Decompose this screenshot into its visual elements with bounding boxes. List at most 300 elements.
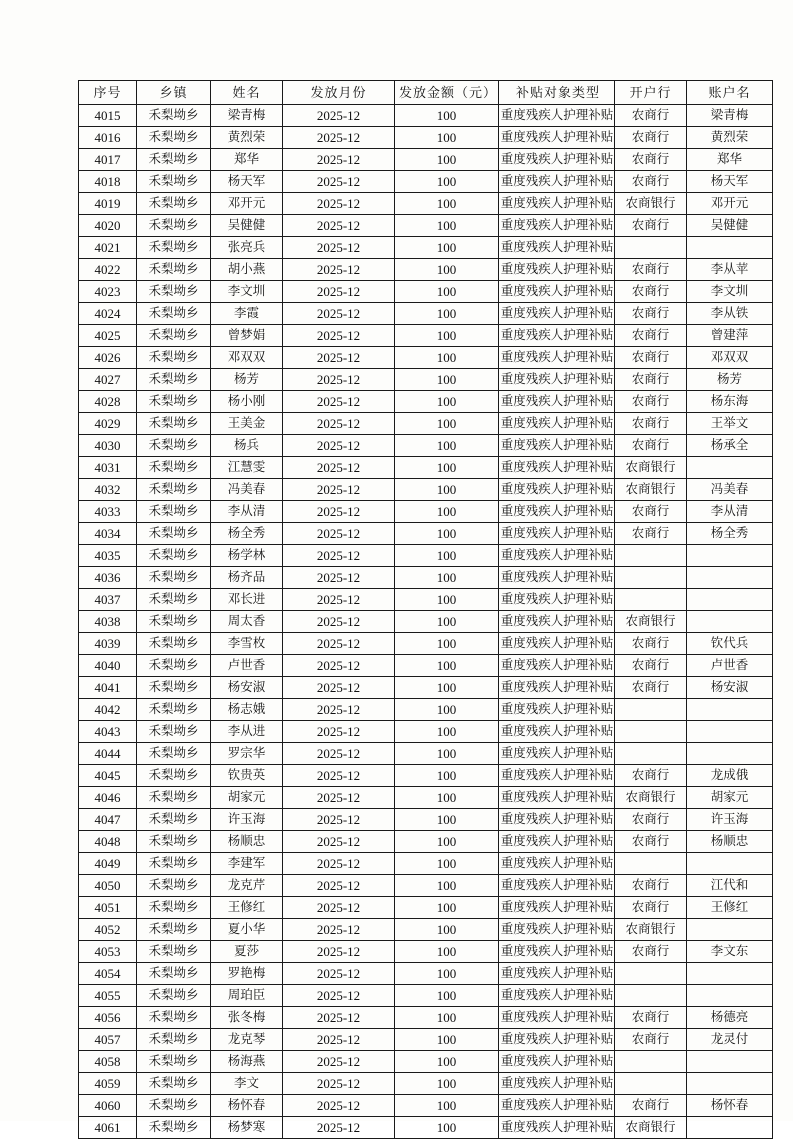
table-row	[79, 1051, 773, 1073]
table-row	[79, 699, 773, 721]
cell-account-name: 胡家元	[687, 787, 773, 809]
cell-amount: 100	[395, 457, 499, 479]
cell-index: 4061	[79, 1117, 137, 1139]
cell-town: 禾梨坳乡	[137, 611, 211, 633]
cell-amount: 100	[395, 655, 499, 677]
cell-subsidy-type: 重度残疾人护理补贴	[499, 413, 615, 435]
cell-bank: 农商行	[615, 1095, 687, 1117]
cell-account-name	[687, 457, 773, 479]
column-header-index: 序号	[79, 81, 137, 105]
cell-subsidy-type: 重度残疾人护理补贴	[499, 809, 615, 831]
cell-amount: 100	[395, 1095, 499, 1117]
table-row	[79, 259, 773, 281]
cell-month: 2025-12	[283, 171, 395, 193]
cell-amount: 100	[395, 721, 499, 743]
cell-name: 周太香	[211, 611, 283, 633]
cell-amount: 100	[395, 1117, 499, 1139]
cell-month: 2025-12	[283, 501, 395, 523]
cell-month: 2025-12	[283, 1051, 395, 1073]
cell-bank: 农商行	[615, 677, 687, 699]
cell-account-name: 江代和	[687, 875, 773, 897]
cell-town: 禾梨坳乡	[137, 237, 211, 259]
cell-subsidy-type: 重度残疾人护理补贴	[499, 171, 615, 193]
cell-subsidy-type: 重度残疾人护理补贴	[499, 193, 615, 215]
cell-index: 4038	[79, 611, 137, 633]
cell-amount: 100	[395, 985, 499, 1007]
cell-amount: 100	[395, 853, 499, 875]
table-row	[79, 149, 773, 171]
cell-month: 2025-12	[283, 941, 395, 963]
cell-bank	[615, 589, 687, 611]
cell-amount: 100	[395, 1051, 499, 1073]
cell-bank	[615, 567, 687, 589]
cell-account-name: 李从苹	[687, 259, 773, 281]
cell-subsidy-type: 重度残疾人护理补贴	[499, 699, 615, 721]
cell-amount: 100	[395, 567, 499, 589]
cell-amount: 100	[395, 127, 499, 149]
cell-town: 禾梨坳乡	[137, 1095, 211, 1117]
cell-town: 禾梨坳乡	[137, 413, 211, 435]
cell-month: 2025-12	[283, 985, 395, 1007]
cell-month: 2025-12	[283, 567, 395, 589]
cell-town: 禾梨坳乡	[137, 567, 211, 589]
cell-month: 2025-12	[283, 281, 395, 303]
cell-index: 4046	[79, 787, 137, 809]
table-row	[79, 743, 773, 765]
cell-subsidy-type: 重度残疾人护理补贴	[499, 1029, 615, 1051]
cell-bank: 农商行	[615, 127, 687, 149]
cell-subsidy-type: 重度残疾人护理补贴	[499, 281, 615, 303]
cell-subsidy-type: 重度残疾人护理补贴	[499, 391, 615, 413]
cell-amount: 100	[395, 523, 499, 545]
cell-amount: 100	[395, 413, 499, 435]
cell-amount: 100	[395, 171, 499, 193]
cell-town: 禾梨坳乡	[137, 743, 211, 765]
cell-account-name: 杨安淑	[687, 677, 773, 699]
cell-town: 禾梨坳乡	[137, 1029, 211, 1051]
cell-town: 禾梨坳乡	[137, 655, 211, 677]
cell-amount: 100	[395, 787, 499, 809]
cell-name: 冯美春	[211, 479, 283, 501]
cell-month: 2025-12	[283, 325, 395, 347]
cell-subsidy-type: 重度残疾人护理补贴	[499, 919, 615, 941]
cell-index: 4044	[79, 743, 137, 765]
cell-bank: 农商行	[615, 1029, 687, 1051]
cell-index: 4040	[79, 655, 137, 677]
cell-name: 罗艳梅	[211, 963, 283, 985]
table-row	[79, 1073, 773, 1095]
cell-town: 禾梨坳乡	[137, 897, 211, 919]
cell-amount: 100	[395, 149, 499, 171]
cell-town: 禾梨坳乡	[137, 347, 211, 369]
cell-account-name: 王修红	[687, 897, 773, 919]
cell-bank: 农商行	[615, 391, 687, 413]
cell-town: 禾梨坳乡	[137, 919, 211, 941]
cell-month: 2025-12	[283, 193, 395, 215]
cell-subsidy-type: 重度残疾人护理补贴	[499, 1051, 615, 1073]
cell-amount: 100	[395, 765, 499, 787]
cell-bank: 农商行	[615, 105, 687, 127]
cell-subsidy-type: 重度残疾人护理补贴	[499, 787, 615, 809]
cell-bank: 农商行	[615, 435, 687, 457]
cell-name: 杨安淑	[211, 677, 283, 699]
table-row	[79, 545, 773, 567]
cell-name: 杨梦寒	[211, 1117, 283, 1139]
cell-subsidy-type: 重度残疾人护理补贴	[499, 655, 615, 677]
table-row	[79, 1095, 773, 1117]
cell-index: 4039	[79, 633, 137, 655]
cell-index: 4016	[79, 127, 137, 149]
table-row	[79, 589, 773, 611]
cell-month: 2025-12	[283, 1073, 395, 1095]
cell-name: 李文圳	[211, 281, 283, 303]
cell-amount: 100	[395, 809, 499, 831]
cell-bank: 农商行	[615, 655, 687, 677]
cell-name: 杨学林	[211, 545, 283, 567]
table-row	[79, 985, 773, 1007]
cell-month: 2025-12	[283, 1029, 395, 1051]
cell-bank: 农商行	[615, 809, 687, 831]
column-header-name: 姓名	[211, 81, 283, 105]
cell-index: 4058	[79, 1051, 137, 1073]
cell-index: 4020	[79, 215, 137, 237]
cell-account-name	[687, 963, 773, 985]
cell-index: 4023	[79, 281, 137, 303]
cell-account-name: 钦代兵	[687, 633, 773, 655]
cell-town: 禾梨坳乡	[137, 831, 211, 853]
cell-month: 2025-12	[283, 435, 395, 457]
cell-town: 禾梨坳乡	[137, 853, 211, 875]
cell-index: 4029	[79, 413, 137, 435]
cell-index: 4033	[79, 501, 137, 523]
table-row	[79, 303, 773, 325]
cell-town: 禾梨坳乡	[137, 391, 211, 413]
cell-index: 4059	[79, 1073, 137, 1095]
cell-name: 罗宗华	[211, 743, 283, 765]
cell-bank: 农商行	[615, 1007, 687, 1029]
cell-account-name	[687, 985, 773, 1007]
cell-month: 2025-12	[283, 963, 395, 985]
cell-bank: 农商行	[615, 523, 687, 545]
cell-month: 2025-12	[283, 699, 395, 721]
cell-index: 4043	[79, 721, 137, 743]
table-row	[79, 1117, 773, 1139]
cell-index: 4034	[79, 523, 137, 545]
cell-month: 2025-12	[283, 457, 395, 479]
cell-bank: 农商行	[615, 215, 687, 237]
table-body	[79, 105, 773, 1139]
cell-subsidy-type: 重度残疾人护理补贴	[499, 215, 615, 237]
cell-name: 胡小燕	[211, 259, 283, 281]
cell-bank: 农商行	[615, 501, 687, 523]
cell-town: 禾梨坳乡	[137, 787, 211, 809]
cell-amount: 100	[395, 1073, 499, 1095]
cell-bank: 农商行	[615, 281, 687, 303]
cell-account-name	[687, 545, 773, 567]
cell-bank	[615, 743, 687, 765]
cell-month: 2025-12	[283, 787, 395, 809]
cell-name: 杨顺忠	[211, 831, 283, 853]
cell-month: 2025-12	[283, 809, 395, 831]
subsidy-table	[78, 80, 773, 1139]
table-row	[79, 347, 773, 369]
cell-account-name: 邓开元	[687, 193, 773, 215]
cell-amount: 100	[395, 325, 499, 347]
cell-account-name: 杨全秀	[687, 523, 773, 545]
cell-account-name: 杨天军	[687, 171, 773, 193]
table-row	[79, 919, 773, 941]
cell-bank: 农商行	[615, 633, 687, 655]
cell-account-name	[687, 1117, 773, 1139]
table-header	[79, 81, 773, 105]
cell-index: 4054	[79, 963, 137, 985]
cell-name: 杨海燕	[211, 1051, 283, 1073]
cell-account-name	[687, 919, 773, 941]
cell-town: 禾梨坳乡	[137, 1073, 211, 1095]
cell-bank	[615, 721, 687, 743]
cell-bank	[615, 1051, 687, 1073]
cell-subsidy-type: 重度残疾人护理补贴	[499, 347, 615, 369]
cell-town: 禾梨坳乡	[137, 215, 211, 237]
table-row	[79, 963, 773, 985]
cell-name: 邓双双	[211, 347, 283, 369]
cell-index: 4019	[79, 193, 137, 215]
cell-bank: 农商行	[615, 347, 687, 369]
cell-name: 张冬梅	[211, 1007, 283, 1029]
column-header-account: 账户名	[687, 81, 773, 105]
cell-name: 郑华	[211, 149, 283, 171]
cell-amount: 100	[395, 589, 499, 611]
cell-subsidy-type: 重度残疾人护理补贴	[499, 369, 615, 391]
cell-name: 王修红	[211, 897, 283, 919]
cell-town: 禾梨坳乡	[137, 677, 211, 699]
cell-name: 邓长进	[211, 589, 283, 611]
cell-account-name	[687, 1073, 773, 1095]
cell-town: 禾梨坳乡	[137, 457, 211, 479]
cell-town: 禾梨坳乡	[137, 1117, 211, 1139]
cell-name: 邓开元	[211, 193, 283, 215]
table-row	[79, 677, 773, 699]
cell-account-name: 龙灵付	[687, 1029, 773, 1051]
table-row	[79, 831, 773, 853]
cell-name: 吴健健	[211, 215, 283, 237]
cell-account-name: 李文圳	[687, 281, 773, 303]
column-header-subsidy-type: 补贴对象类型	[499, 81, 615, 105]
cell-amount: 100	[395, 677, 499, 699]
cell-index: 4031	[79, 457, 137, 479]
cell-bank: 农商银行	[615, 919, 687, 941]
column-header-bank: 开户行	[615, 81, 687, 105]
cell-subsidy-type: 重度残疾人护理补贴	[499, 677, 615, 699]
table-row	[79, 875, 773, 897]
cell-subsidy-type: 重度残疾人护理补贴	[499, 875, 615, 897]
table-row	[79, 391, 773, 413]
cell-name: 杨怀春	[211, 1095, 283, 1117]
cell-amount: 100	[395, 545, 499, 567]
cell-account-name: 梁青梅	[687, 105, 773, 127]
cell-town: 禾梨坳乡	[137, 875, 211, 897]
cell-month: 2025-12	[283, 303, 395, 325]
table-row	[79, 369, 773, 391]
cell-subsidy-type: 重度残疾人护理补贴	[499, 1117, 615, 1139]
cell-subsidy-type: 重度残疾人护理补贴	[499, 545, 615, 567]
cell-bank: 农商银行	[615, 457, 687, 479]
cell-bank	[615, 853, 687, 875]
cell-month: 2025-12	[283, 1117, 395, 1139]
cell-bank: 农商行	[615, 875, 687, 897]
table-row	[79, 1007, 773, 1029]
cell-subsidy-type: 重度残疾人护理补贴	[499, 435, 615, 457]
cell-bank: 农商银行	[615, 1117, 687, 1139]
cell-month: 2025-12	[283, 413, 395, 435]
cell-month: 2025-12	[283, 523, 395, 545]
cell-name: 李雪枚	[211, 633, 283, 655]
cell-name: 许玉海	[211, 809, 283, 831]
cell-month: 2025-12	[283, 369, 395, 391]
cell-month: 2025-12	[283, 677, 395, 699]
cell-month: 2025-12	[283, 215, 395, 237]
cell-month: 2025-12	[283, 611, 395, 633]
table-row	[79, 215, 773, 237]
table-row	[79, 237, 773, 259]
cell-index: 4036	[79, 567, 137, 589]
cell-index: 4047	[79, 809, 137, 831]
cell-subsidy-type: 重度残疾人护理补贴	[499, 149, 615, 171]
cell-subsidy-type: 重度残疾人护理补贴	[499, 743, 615, 765]
cell-index: 4041	[79, 677, 137, 699]
table-row	[79, 1029, 773, 1051]
cell-account-name: 李文东	[687, 941, 773, 963]
table-row	[79, 105, 773, 127]
cell-bank	[615, 963, 687, 985]
cell-month: 2025-12	[283, 347, 395, 369]
cell-account-name: 郑华	[687, 149, 773, 171]
cell-account-name: 卢世香	[687, 655, 773, 677]
cell-amount: 100	[395, 611, 499, 633]
table-row	[79, 633, 773, 655]
table-row	[79, 127, 773, 149]
cell-bank: 农商行	[615, 149, 687, 171]
cell-account-name: 杨怀春	[687, 1095, 773, 1117]
cell-index: 4042	[79, 699, 137, 721]
cell-town: 禾梨坳乡	[137, 589, 211, 611]
cell-subsidy-type: 重度残疾人护理补贴	[499, 1073, 615, 1095]
cell-month: 2025-12	[283, 1007, 395, 1029]
cell-subsidy-type: 重度残疾人护理补贴	[499, 831, 615, 853]
cell-name: 王美金	[211, 413, 283, 435]
cell-account-name	[687, 721, 773, 743]
cell-subsidy-type: 重度残疾人护理补贴	[499, 897, 615, 919]
cell-account-name: 王举文	[687, 413, 773, 435]
cell-account-name: 杨顺忠	[687, 831, 773, 853]
table-row	[79, 765, 773, 787]
column-header-amount: 发放金额（元）	[395, 81, 499, 105]
cell-bank: 农商行	[615, 325, 687, 347]
table-row	[79, 941, 773, 963]
cell-name: 周珀臣	[211, 985, 283, 1007]
cell-town: 禾梨坳乡	[137, 171, 211, 193]
cell-month: 2025-12	[283, 391, 395, 413]
cell-subsidy-type: 重度残疾人护理补贴	[499, 523, 615, 545]
cell-bank: 农商行	[615, 259, 687, 281]
cell-town: 禾梨坳乡	[137, 479, 211, 501]
cell-amount: 100	[395, 1007, 499, 1029]
cell-subsidy-type: 重度残疾人护理补贴	[499, 611, 615, 633]
table-row	[79, 501, 773, 523]
cell-index: 4025	[79, 325, 137, 347]
cell-town: 禾梨坳乡	[137, 435, 211, 457]
cell-account-name: 冯美春	[687, 479, 773, 501]
table-row	[79, 523, 773, 545]
cell-name: 梁青梅	[211, 105, 283, 127]
cell-name: 杨芳	[211, 369, 283, 391]
cell-account-name: 杨承全	[687, 435, 773, 457]
cell-bank: 农商行	[615, 303, 687, 325]
cell-account-name	[687, 237, 773, 259]
cell-month: 2025-12	[283, 853, 395, 875]
cell-bank	[615, 1073, 687, 1095]
cell-index: 4032	[79, 479, 137, 501]
subsidy-table-container	[78, 80, 751, 1139]
cell-subsidy-type: 重度残疾人护理补贴	[499, 105, 615, 127]
cell-account-name	[687, 567, 773, 589]
cell-subsidy-type: 重度残疾人护理补贴	[499, 303, 615, 325]
cell-name: 夏莎	[211, 941, 283, 963]
cell-subsidy-type: 重度残疾人护理补贴	[499, 721, 615, 743]
cell-town: 禾梨坳乡	[137, 105, 211, 127]
cell-index: 4017	[79, 149, 137, 171]
cell-account-name: 杨芳	[687, 369, 773, 391]
table-row	[79, 567, 773, 589]
cell-index: 4050	[79, 875, 137, 897]
cell-name: 张亮兵	[211, 237, 283, 259]
cell-name: 李文	[211, 1073, 283, 1095]
cell-town: 禾梨坳乡	[137, 325, 211, 347]
cell-bank: 农商行	[615, 413, 687, 435]
cell-town: 禾梨坳乡	[137, 721, 211, 743]
cell-bank	[615, 545, 687, 567]
column-header-town: 乡镇	[137, 81, 211, 105]
cell-amount: 100	[395, 501, 499, 523]
cell-month: 2025-12	[283, 875, 395, 897]
table-row	[79, 435, 773, 457]
cell-name: 曾梦娟	[211, 325, 283, 347]
cell-month: 2025-12	[283, 105, 395, 127]
cell-amount: 100	[395, 699, 499, 721]
cell-bank: 农商银行	[615, 479, 687, 501]
cell-index: 4055	[79, 985, 137, 1007]
cell-amount: 100	[395, 347, 499, 369]
cell-month: 2025-12	[283, 545, 395, 567]
cell-subsidy-type: 重度残疾人护理补贴	[499, 457, 615, 479]
cell-month: 2025-12	[283, 149, 395, 171]
cell-amount: 100	[395, 897, 499, 919]
table-row	[79, 809, 773, 831]
table-row	[79, 281, 773, 303]
table-header-row	[79, 81, 773, 105]
cell-index: 4021	[79, 237, 137, 259]
cell-account-name: 曾建萍	[687, 325, 773, 347]
cell-account-name: 邓双双	[687, 347, 773, 369]
cell-month: 2025-12	[283, 765, 395, 787]
cell-index: 4057	[79, 1029, 137, 1051]
cell-town: 禾梨坳乡	[137, 809, 211, 831]
cell-bank: 农商银行	[615, 193, 687, 215]
cell-month: 2025-12	[283, 589, 395, 611]
cell-amount: 100	[395, 281, 499, 303]
cell-amount: 100	[395, 193, 499, 215]
cell-index: 4051	[79, 897, 137, 919]
